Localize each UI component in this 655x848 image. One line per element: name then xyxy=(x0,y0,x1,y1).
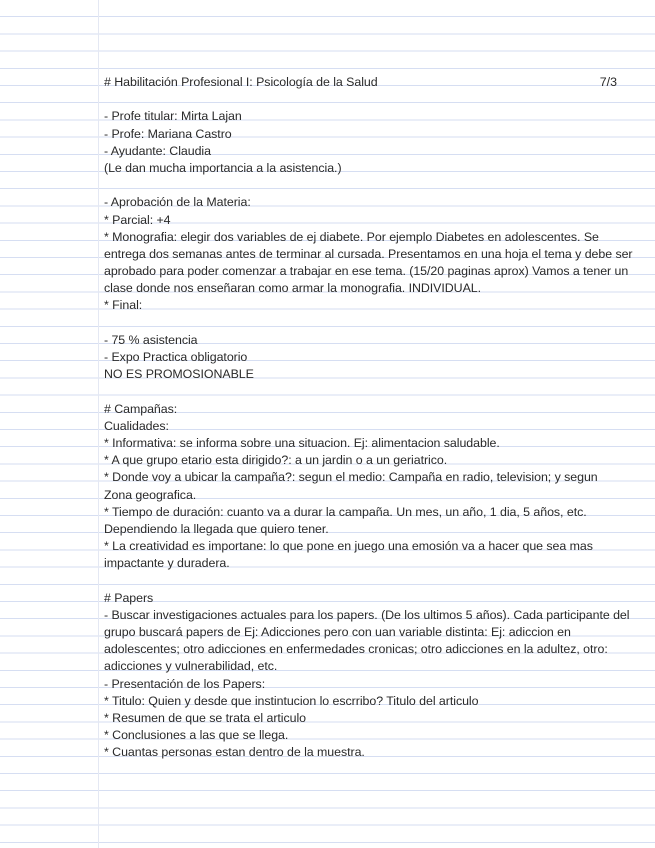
note-line: * Parcial: +4 xyxy=(104,212,171,227)
blank-line xyxy=(104,572,654,589)
note-body[interactable] xyxy=(104,74,654,762)
note-line: impactante y duradera. xyxy=(104,556,230,571)
note-line: * Titulo: Quien y desde que instintucion lo escrribo? Titulo del articulo xyxy=(104,693,479,708)
note-line: Cualidades: xyxy=(104,418,169,433)
section-heading: # Papers xyxy=(104,590,154,605)
note-line: - Aprobación de la Materia: xyxy=(104,195,251,210)
note-line: adolescentes; otro adicciones en enfermedades cronicas; otro adicciones en la adultez, otro: xyxy=(104,642,608,657)
note-line: * Cuantas personas estan dentro de la muestra. xyxy=(104,745,365,760)
section-heading: # Campañas: xyxy=(104,401,178,416)
note-line: * A que grupo etario esta dirigido?: a un jardin o a un geriatrico. xyxy=(104,453,448,468)
note-line: * Tiempo de duración: cuanto va a durar la campaña. Un mes, un año, 1 dia, 5 años, etc. xyxy=(104,504,587,519)
blank-line xyxy=(104,177,654,194)
note-line: * Final: xyxy=(104,298,143,313)
note-line: - Profe: Mariana Castro xyxy=(104,126,232,141)
note-line: * Monografia: elegir dos variables de ej diabete. Por ejemplo Diabetes en adolescentes. Se xyxy=(104,229,599,244)
blank-line xyxy=(104,91,654,108)
note-line: * Donde voy a ubicar la campaña?: segun el medio: Campaña en radio, television; y segun xyxy=(104,470,598,485)
note-line: * Resumen de que se trata el articulo xyxy=(104,710,307,725)
note-line: * Informativa: se informa sobre una situacion. Ej: alimentacion saludable. xyxy=(104,435,500,450)
note-line: Dependiendo la llegada que quiero tener. xyxy=(104,521,329,536)
note-line: * La creatividad es importane: lo que pone en juego una emosión va a hacer que sea mas xyxy=(104,539,593,554)
note-line: entrega dos semanas antes de terminar al cursada. Presentamos en una hoja el tema y debe ser xyxy=(104,246,633,261)
note-line: (Le dan mucha importancia a la asistencia.) xyxy=(104,160,342,175)
note-date: 7/3 xyxy=(599,75,617,89)
note-line: * Conclusiones a las que se llega. xyxy=(104,728,289,743)
note-line: adicciones y vulnerabilidad, etc. xyxy=(104,659,278,674)
page-margin-line xyxy=(98,0,99,848)
note-line: aprobado para poder comenzar a trabajar en ese tema. (15/20 paginas aprox) Vamos a tener un xyxy=(104,264,629,279)
blank-line xyxy=(104,383,654,400)
note-line: NO ES PROMOSIONABLE xyxy=(104,367,254,382)
note-line: grupo buscará papers de Ej: Adicciones pero con uan variable distinta: Ej: adiccion en xyxy=(104,625,571,639)
note-line: - Expo Practica obligatorio xyxy=(104,350,248,364)
note-line: - 75 % asistencia xyxy=(104,332,198,347)
note-line: - Presentación de los Papers: xyxy=(104,676,266,691)
note-line: clase donde nos enseñaran como armar la monografia. INDIVIDUAL. xyxy=(104,281,482,296)
note-line: - Buscar investigaciones actuales para los papers. (De los ultimos 5 años). Cada participante del xyxy=(104,607,630,622)
note-title: # Habilitación Profesional I: Psicología de la Salud xyxy=(104,75,378,89)
blank-line xyxy=(104,315,654,332)
note-line: Zona geografica. xyxy=(104,487,197,502)
note-line: - Ayudante: Claudia xyxy=(104,143,211,158)
note-line: - Profe titular: Mirta Lajan xyxy=(104,109,242,124)
